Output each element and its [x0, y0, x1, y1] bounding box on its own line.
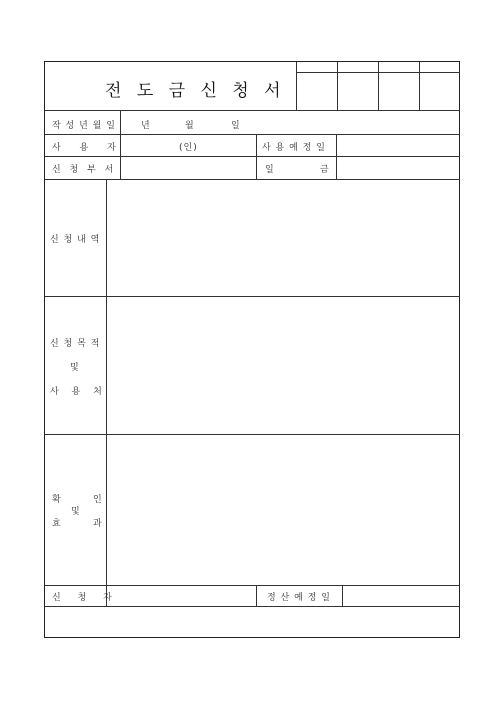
- application-form: [44, 61, 460, 638]
- confirm-label-a: 확: [52, 495, 62, 505]
- purpose-label-3: 사 용 처: [50, 387, 107, 397]
- seal-mark: (인): [179, 143, 198, 153]
- date-month-label: 월: [185, 121, 195, 131]
- use-date-label: 사 용 예 정 일: [262, 143, 326, 153]
- approval-boxes: [296, 62, 460, 110]
- effect-label-a: 효: [52, 519, 62, 529]
- settle-date-label: 정 산 예 정 일: [267, 593, 331, 603]
- applicant-label: 신 청 자: [52, 593, 119, 603]
- purpose-label-2: 및: [70, 363, 80, 373]
- amount-label-b: 금: [320, 165, 330, 175]
- confirm-and-label: 및: [71, 507, 81, 517]
- effect-label-b: 과: [93, 519, 103, 529]
- form-title: 전 도 금 신 청 서: [105, 81, 286, 101]
- amount-label-a: 일: [265, 165, 275, 175]
- user-label: 사 용 자: [52, 143, 124, 153]
- date-year-label: 년: [141, 121, 151, 131]
- write-date-label: 작 성 년 월 일: [52, 121, 116, 131]
- details-label: 신 청 내 역: [50, 235, 101, 245]
- purpose-label-1: 신 청 목 적: [50, 339, 101, 349]
- dept-label: 신 청 부 서: [52, 165, 117, 175]
- date-day-label: 일: [231, 121, 241, 131]
- confirm-label-b: 인: [93, 495, 103, 505]
